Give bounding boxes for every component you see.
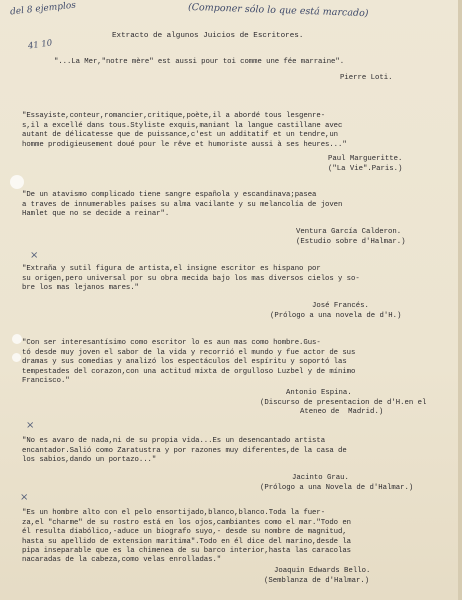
quote-line: nacaradas de la cabeza,como velas enrolladas." [22, 556, 222, 565]
paper-hole [12, 334, 22, 344]
author-source: (Prólogo a una novela de d'H.) [270, 311, 402, 320]
author-name: Jacinto Grau. [292, 474, 349, 483]
quote-line: Hamlet que no se decide a reinar". [22, 210, 170, 219]
quote-line: "Es un hombre alto con el pelo ensortijado,blanco,blanco.Toda la fuer- [22, 509, 326, 518]
selection-x-mark: × [26, 420, 35, 431]
quote-line: tó desde muy joven el sabor de la vida y recorrió el mundo y fue actor de sus [22, 348, 356, 357]
quote-line: él resulta diabólico,-aduce un biografo suyo,- desde su nombre de magnitud, [22, 528, 347, 537]
quote-line: "No es avaro de nada,ni de su propia vida...Es un desencantado artista [22, 437, 326, 446]
attribution-edwards-bello [264, 558, 370, 586]
attribution-margueritte [328, 146, 402, 174]
author-source: (Discurso de presentacion de d'H.en el [260, 398, 427, 407]
quote-line: "Con ser interesantísimo como escritor lo es aun mas como hombre.Gus- [22, 339, 321, 348]
quote-line: "De un atavismo complicado tiene sangre española y escandinava;pasea [22, 191, 317, 200]
author-name: Antonio Espina. [286, 389, 352, 398]
paper-hole [10, 175, 24, 189]
handwritten-note-top-left: del 8 ejemplos [9, 0, 77, 18]
author-source: (Prólogo a una Novela de d'Halmar.) [260, 483, 414, 492]
quote-line: s,il a excellé dans tous.Styliste exquis,maniant la langue castillane avec [22, 121, 343, 130]
quote-line: tempestades del corazon,con una actitud mixta de orgulloso Luzbel y de mínimo [22, 367, 356, 376]
quote-line: dramas y sus comedias y analizó los espectáculos del espíritu y soportó las [22, 358, 347, 367]
quote-line: homme prodigieusement doué pour le rêve et humoriste aussi à ses heures..." [22, 140, 347, 149]
author-source-cont: Ateneo de Madrid.) [300, 408, 384, 417]
quote-line: "Essayiste,conteur,romancier,critique,poète,il a abordé tous lesgenre- [22, 112, 326, 121]
quote-espina [22, 330, 355, 386]
quote-line: su origen,pero universal por su obra mecida bajo los mas diversos cielos y so- [22, 274, 360, 283]
author-name: Ventura García Calderon. [296, 228, 402, 237]
quote-line: a traves de innumerables países su alma vacilante y su melancolía de joven [22, 200, 343, 209]
quote-line: Francisco." [22, 377, 70, 386]
quote-garcia-calderon [22, 182, 342, 220]
attribution-loti: Pierre Loti. [340, 74, 393, 82]
quote-line: los sabios,dando un portazo..." [22, 456, 157, 465]
author-name: José Francés. [312, 302, 369, 311]
attribution-grau [260, 465, 413, 493]
handwritten-page-marker: 41 10 [27, 38, 53, 52]
paper-edge-shadow [458, 0, 462, 600]
attribution-garcia-calderon [296, 219, 405, 247]
handwritten-note-top-right: (Componer sólo lo que está marcado) [187, 1, 369, 20]
quote-loti: "...La Mer,"notre mère" est aussi pour toi comme une fée marraine". [54, 58, 345, 66]
attribution-espina [260, 380, 426, 418]
quote-line: bre los mas lejanos mares." [22, 284, 139, 293]
quote-line: pipa inseparable que es la chimenea de su barco interior,hasta las caracolas [22, 547, 351, 556]
author-source: ("La Vie".Paris.) [328, 164, 403, 173]
quote-line: hasta su apellido de extension maritima".Todo en él dice del marino,desde la [22, 537, 351, 546]
quote-frances [22, 256, 360, 294]
selection-x-mark: × [30, 250, 39, 261]
attribution-frances [270, 293, 401, 321]
quote-line: autant de délicatesse que de puissance,c'est un additatif et un tendre,un [22, 131, 339, 140]
author-name: Paul Margueritte. [328, 155, 403, 164]
quote-line: za,el "charme" de su rostro está en los ojos,cambiantes como el mar."Todo en [22, 518, 351, 527]
author-source: (Semblanza de d'Halmar.) [264, 576, 370, 585]
quote-line: "Extraña y sutil figura de artista,el insigne escritor es hispano por [22, 265, 321, 274]
quote-edwards-bello [22, 500, 351, 566]
author-name: Joaquin Edwards Bello. [274, 567, 371, 576]
author-source: (Estudio sobre d'Halmar.) [296, 237, 406, 246]
quote-margueritte [22, 103, 347, 150]
selection-x-mark: × [20, 492, 29, 503]
quote-line: encantador.Salió como Zaratustra y por razones muy diferentes,de la casa de [22, 446, 347, 455]
paper-hole [12, 353, 21, 362]
document-title: Extracto de algunos Juicios de Escritores. [112, 32, 304, 40]
quote-grau [22, 428, 347, 466]
